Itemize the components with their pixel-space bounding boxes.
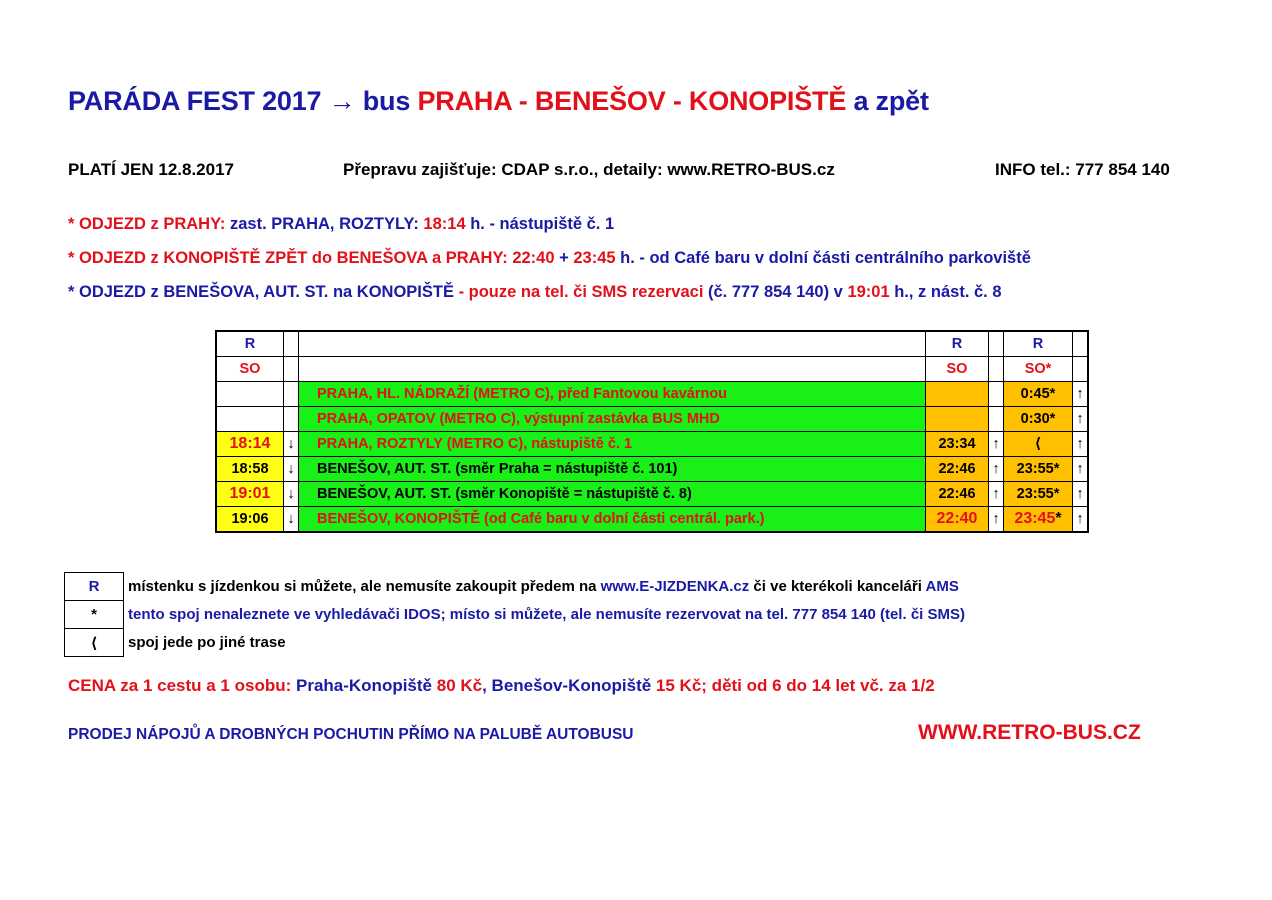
stop-name: BENEŠOV, AUT. ST. (směr Konopiště = nástupiště č. 8): [299, 482, 926, 507]
stop-name: PRAHA, ROZTYLY (METRO C), nástupiště č. 1: [299, 432, 926, 457]
text-segment: * ODJEZD z BENEŠOVA, AUT. ST. na KONOPIŠTĚ: [68, 283, 454, 301]
stop-name: BENEŠOV, KONOPIŠTĚ (od Café baru v dolní části centrál. park.): [299, 507, 926, 533]
text-segment: * ODJEZD z KONOPIŠTĚ ZPĚT do BENEŠOVA a PRAHY: 22:40: [68, 249, 555, 267]
price-info: [68, 676, 935, 696]
text-segment: místenku s jízdenkou si můžete, ale nemusíte zakoupit předem na: [128, 578, 601, 595]
up-arrow-icon: ↑: [989, 482, 1004, 507]
timetable-row: [216, 482, 1088, 507]
text-segment: h. - od Café baru v dolní části centrálního parkoviště: [615, 249, 1031, 267]
header-so-return: SO: [926, 357, 989, 382]
stop-name: PRAHA, OPATOV (METRO C), výstupní zastávka BUS MHD: [299, 407, 926, 432]
legend-key: ⟨: [65, 629, 124, 657]
header-empty: [1073, 357, 1089, 382]
legend-text: [124, 629, 967, 657]
outbound-time: 19:06: [216, 507, 284, 533]
text-segment: , Benešov-Konopiště: [482, 676, 656, 695]
text-segment: 80 Kč: [436, 676, 483, 695]
text-segment: - pouze na tel. či SMS rezervaci: [453, 283, 708, 301]
outbound-time: [216, 382, 284, 407]
up-arrow-icon: ↑: [1073, 507, 1089, 533]
departure-line-benesov: [68, 283, 1002, 302]
up-arrow-icon: ↑: [1073, 382, 1089, 407]
text-segment: * ODJEZD z PRAHY:: [68, 215, 230, 233]
legend-row: [65, 629, 967, 657]
return-time-2: 0:45*: [1004, 382, 1073, 407]
legend: [64, 572, 967, 657]
up-arrow-icon: ↑: [989, 457, 1004, 482]
legend-row: [65, 601, 967, 629]
down-arrow-icon: ↓: [284, 432, 299, 457]
timetable-row: [216, 457, 1088, 482]
return-time: 22:40: [926, 507, 989, 533]
timetable-row: [216, 432, 1088, 457]
return-time-2: 23:45*: [1004, 507, 1073, 533]
text-segment: 15 Kč: [655, 676, 702, 695]
header-empty: [989, 331, 1004, 357]
return-time: 22:46: [926, 482, 989, 507]
outbound-time: 18:14: [216, 432, 284, 457]
return-time: [926, 407, 989, 432]
header-empty: [989, 357, 1004, 382]
outbound-time: [216, 407, 284, 432]
return-time-2: 23:55*: [1004, 482, 1073, 507]
departure-line-konopiste: [68, 249, 1031, 268]
text-segment: ; děti od 6 do 14 let vč. za 1/2: [701, 676, 935, 695]
text-segment: www.E-JIZDENKA.cz: [600, 578, 750, 595]
header-r-return: R: [926, 331, 989, 357]
up-arrow-icon: ↑: [1073, 482, 1089, 507]
legend-text: [124, 601, 967, 629]
text-segment: zast. PRAHA, ROZTYLY:: [229, 215, 424, 233]
text-segment: 18:14: [423, 215, 466, 233]
text-segment: 19:01: [847, 283, 890, 301]
carrier-info: Přepravu zajišťuje: CDAP s.r.o., detaily: www.RETRO-BUS.cz: [343, 160, 835, 179]
header-r-outbound: R: [216, 331, 284, 357]
up-arrow-icon: ↑: [1073, 457, 1089, 482]
text-segment: (č. 777 854 140) v: [708, 283, 848, 301]
outbound-time: 18:58: [216, 457, 284, 482]
legend-text: [124, 573, 967, 601]
website-link[interactable]: WWW.RETRO-BUS.CZ: [918, 721, 1141, 744]
page-title: [68, 86, 929, 117]
title-route: PRAHA - BENEŠOV - KONOPIŠTĚ: [417, 86, 847, 116]
text-segment: či ve kterékoli kanceláři: [749, 578, 926, 595]
down-arrow-icon: ↓: [284, 482, 299, 507]
header-r-return-2: R: [1004, 331, 1073, 357]
header-empty: [299, 357, 926, 382]
up-arrow-icon: [989, 407, 1004, 432]
legend-key: R: [65, 573, 124, 601]
timetable-row: [216, 382, 1088, 407]
timetable: [215, 330, 1089, 533]
up-arrow-icon: ↑: [989, 432, 1004, 457]
text-segment: 23:45: [573, 249, 616, 267]
up-arrow-icon: ↑: [1073, 407, 1089, 432]
down-arrow-icon: ↓: [284, 507, 299, 533]
up-arrow-icon: ↑: [1073, 432, 1089, 457]
text-segment: h. - nástupiště č. 1: [465, 215, 615, 233]
header-empty: [284, 331, 299, 357]
down-arrow-icon: [284, 382, 299, 407]
validity-date: PLATÍ JEN 12.8.2017: [68, 160, 234, 179]
text-segment: tento spoj nenaleznete ve vyhledávači IDOS; místo si můžete, ale nemusíte rezervovat na tel. 777 854 140 (tel. či SMS): [128, 606, 965, 623]
header-empty: [284, 357, 299, 382]
asterisk-mark: *: [1055, 510, 1062, 527]
text-segment: h., z nást. č. 8: [889, 283, 1002, 301]
text-segment: AMS: [925, 578, 959, 595]
return-time: 22:46: [926, 457, 989, 482]
text-segment: CENA za 1 cestu a 1 osobu:: [68, 676, 296, 695]
header-so-star-return: SO*: [1004, 357, 1073, 382]
down-arrow-icon: ↓: [284, 457, 299, 482]
return-time: [926, 382, 989, 407]
timetable-row: [216, 407, 1088, 432]
info-phone: INFO tel.: 777 854 140: [995, 160, 1170, 179]
header-empty: [1073, 331, 1089, 357]
up-arrow-icon: ↑: [989, 507, 1004, 533]
header-empty: [299, 331, 926, 357]
header-so-outbound: SO: [216, 357, 284, 382]
title-part-1: PARÁDA FEST 2017 → bus: [68, 86, 418, 116]
stop-name: BENEŠOV, AUT. ST. (směr Praha = nástupiště č. 101): [299, 457, 926, 482]
text-segment: spoj jede po jiné trase: [128, 634, 286, 651]
timetable-header-row-1: [216, 331, 1088, 357]
legend-row: [65, 573, 967, 601]
return-time-2: 0:30*: [1004, 407, 1073, 432]
up-arrow-icon: [989, 382, 1004, 407]
timetable-row: [216, 507, 1088, 533]
return-time-2: ⟨: [1004, 432, 1073, 457]
text-segment: Praha-Konopiště: [295, 676, 437, 695]
outbound-time: 19:01: [216, 482, 284, 507]
down-arrow-icon: [284, 407, 299, 432]
legend-key: *: [65, 601, 124, 629]
title-part-3: a zpět: [846, 86, 929, 116]
return-time: 23:34: [926, 432, 989, 457]
onboard-sale-note: PRODEJ NÁPOJŮ A DROBNÝCH POCHUTIN PŘÍMO NA PALUBĚ AUTOBUSU: [68, 726, 634, 743]
departure-line-prague: [68, 215, 614, 234]
timetable-header-row-2: [216, 357, 1088, 382]
stop-name: PRAHA, HL. NÁDRAŽÍ (METRO C), před Fantovou kavárnou: [299, 382, 926, 407]
return-time-2: 23:55*: [1004, 457, 1073, 482]
text-segment: +: [554, 249, 574, 267]
